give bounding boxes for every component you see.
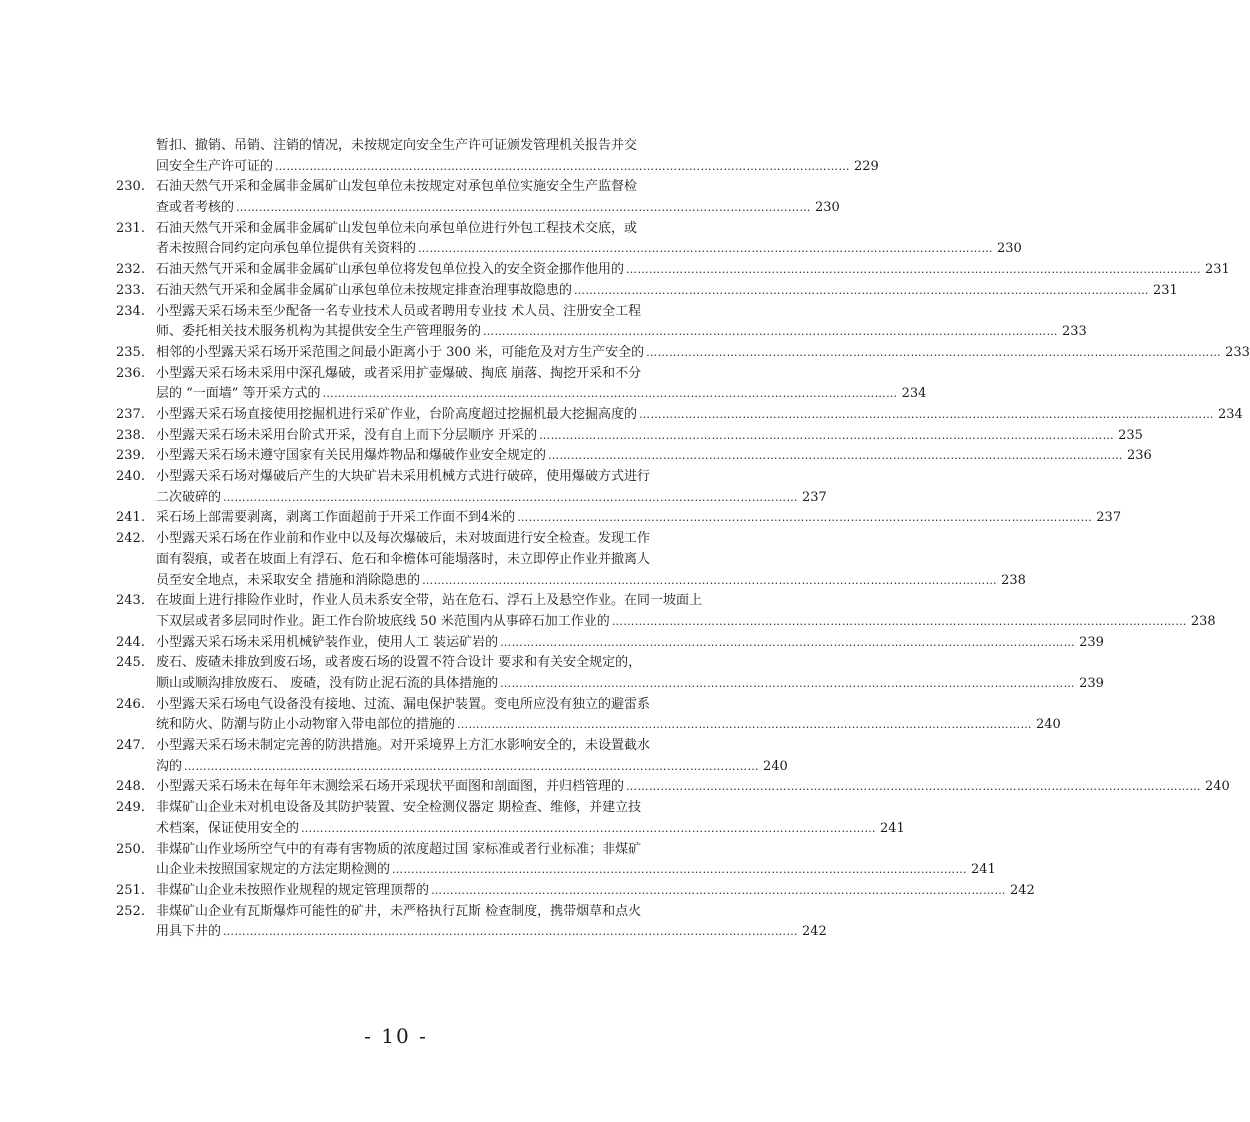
toc-entry-line-text: 术档案，保证使用安全的 <box>156 820 300 836</box>
toc-entry-text <box>156 426 1143 447</box>
toc-entry <box>116 219 1022 260</box>
table-of-contents <box>116 136 1250 943</box>
dot-leader: …………………………………………………………………………………………………………………………………… <box>275 159 851 173</box>
toc-entry-line-text: 小型露天采石场对爆破后产生的大块矿岩未采用机械方式进行破碎，使用爆破方式进行 <box>156 469 651 485</box>
toc-entry-number: 241. <box>116 510 145 526</box>
toc-entry-text <box>156 136 879 177</box>
toc-entry-line <box>156 219 690 240</box>
toc-entry-page: 229 <box>854 158 879 174</box>
toc-entry-line <box>156 819 905 840</box>
toc-entry-line <box>156 695 690 716</box>
toc-entry-line-text: 小型露天采石场未遵守国家有关民用爆炸物品和爆破作业安全规定的 <box>156 448 547 464</box>
toc-entry-line-text: 下双层或者多层同时作业。距工作台阶坡底线 50 米范围内从事碎石加工作业的 <box>156 613 610 629</box>
toc-entry <box>116 281 1178 302</box>
dot-leader: …………………………………………………………………………………………………………………………………… <box>301 821 877 835</box>
toc-entry-line-text: 暂扣、撤销、吊销、注销的情况，未按规定向安全生产许可证颁发管理机关报告并交 <box>156 138 638 153</box>
toc-entry-text <box>156 302 1087 343</box>
toc-entry-line-text: 面有裂痕，或者在坡面上有浮石、危石和伞檐体可能塌落时，未立即停止作业并撤离人 <box>156 551 651 567</box>
dot-leader: …………………………………………………………………………………………………………………………………… <box>646 345 1222 359</box>
toc-entry-line-text: 小型露天采石场在作业前和作业中以及每次爆破后，未对坡面进行安全检查。发现工作 <box>156 531 651 547</box>
toc-entry-number: 240. <box>116 469 145 485</box>
toc-entry-text <box>156 281 1178 302</box>
toc-entry-page: 233 <box>1225 344 1250 360</box>
toc-entry-number: 247. <box>116 738 145 754</box>
toc-entry-line-text: 石油天然气开采和金属非金属矿山发包单位未按规定对承包单位实施安全生产监督检 <box>156 179 638 195</box>
page-number: - 10 - <box>364 1024 428 1048</box>
toc-entry-line <box>156 922 827 943</box>
toc-entry-text <box>156 364 927 405</box>
toc-entry-line-text: 采石场上部需要剥离，剥离工作面超前于开采工作面不到4米的 <box>156 510 516 526</box>
toc-entry-line-text: 非煤矿山企业有瓦斯爆炸可能性的矿井，未严格执行瓦斯 检查制度，携带烟草和点火 <box>156 903 642 919</box>
toc-entry-line <box>156 529 690 550</box>
toc-entry-number: 243. <box>116 593 145 609</box>
toc-entry-line <box>156 902 690 923</box>
toc-entry-number: 251. <box>116 882 145 898</box>
toc-entry-number: 230. <box>116 179 145 195</box>
toc-entry-line-text: 小型露天采石场未在每年年末测绘采石场开采现状平面图和剖面图，并归档管理的 <box>156 779 625 795</box>
toc-entry-line-text: 员至安全地点，未采取安全 措施和消除隐患的 <box>156 572 421 588</box>
toc-entry-line <box>156 736 690 757</box>
toc-entry-line <box>156 260 1230 281</box>
toc-entry-line <box>156 177 690 198</box>
toc-entry-line <box>156 653 690 674</box>
toc-entry-page: 230 <box>997 241 1022 257</box>
toc-entry-line <box>156 840 690 861</box>
toc-entry-page: 239 <box>1079 634 1104 650</box>
dot-leader: …………………………………………………………………………………………………………………………………… <box>392 863 968 877</box>
dot-leader: …………………………………………………………………………………………………………………………………… <box>422 573 998 587</box>
toc-entry-line <box>156 488 827 509</box>
toc-entry <box>116 777 1230 798</box>
toc-entry-line-text: 者未按照合同约定向承包单位提供有关资料的 <box>156 241 417 257</box>
toc-entry-line-text: 查或者考核的 <box>156 200 235 216</box>
toc-entry-line-text: 石油天然气开采和金属非金属矿山承包单位将发包单位投入的安全资金挪作他用的 <box>156 262 625 278</box>
toc-entry <box>116 260 1230 281</box>
toc-entry-line <box>156 757 788 778</box>
toc-entry-line <box>156 239 1022 260</box>
toc-entry-line-text: 小型露天采石场未采用中深孔爆破，或者采用扩壶爆破、掏底 崩落、掏挖开采和不分 <box>156 365 642 381</box>
toc-entry-number <box>116 136 156 177</box>
toc-entry <box>116 508 1122 529</box>
toc-entry-line-text: 沟的 <box>156 758 183 774</box>
toc-entry-line <box>156 343 1250 364</box>
dot-leader: …………………………………………………………………………………………………………………………………… <box>500 635 1076 649</box>
toc-entry-line-text: 用具下井的 <box>156 924 222 940</box>
dot-leader: …………………………………………………………………………………………………………………………………… <box>626 263 1202 277</box>
toc-entry-line <box>156 881 1035 902</box>
toc-entry-line <box>156 467 690 488</box>
toc-entry-line-text: 小型露天采石场未采用台阶式开采，没有自上而下分层顺序 开采的 <box>156 427 538 443</box>
dot-leader: …………………………………………………………………………………………………………………………………… <box>483 325 1059 339</box>
toc-entry-line-text: 小型露天采石场未采用机械铲装作业，使用人工 装运矿岩的 <box>156 634 499 650</box>
toc-entry-line <box>156 384 927 405</box>
toc-entry-line-text: 非煤矿山企业未按照作业规程的规定管理顶帮的 <box>156 882 430 898</box>
toc-entry <box>116 902 827 943</box>
toc-entry-page: 240 <box>1036 717 1061 733</box>
toc-entry-text <box>156 881 1035 902</box>
toc-entry-text <box>156 405 1243 426</box>
toc-entry-text <box>156 653 1104 694</box>
toc-entry-page: 237 <box>1096 510 1122 526</box>
dot-leader: …………………………………………………………………………………………………………………………………… <box>431 883 1007 897</box>
toc-entry-line <box>156 612 1216 633</box>
toc-entry-page: 242 <box>802 924 827 940</box>
toc-entry <box>116 798 905 839</box>
toc-entry-number: 232. <box>116 262 145 278</box>
toc-entry-number: 235. <box>116 344 145 360</box>
toc-entry-number: 238. <box>116 427 145 443</box>
dot-leader: …………………………………………………………………………………………………………………………………… <box>539 428 1115 442</box>
toc-entry-line <box>156 322 1087 343</box>
toc-entry <box>116 633 1104 654</box>
toc-entry-page: 234 <box>1218 406 1243 422</box>
toc-entry <box>116 467 827 508</box>
toc-entry-page: 237 <box>802 489 827 505</box>
toc-entry-page: 241 <box>971 862 996 878</box>
dot-leader: …………………………………………………………………………………………………………………………………… <box>184 759 760 773</box>
toc-entry-line <box>156 446 1152 467</box>
toc-entry-page: 233 <box>1062 324 1087 340</box>
toc-entry-page: 239 <box>1079 676 1104 691</box>
toc-entry-line-text: 废石、废碴未排放到废石场，或者废石场的设置不符合设计 要求和有关安全规定的， <box>156 655 642 671</box>
toc-entry-line-text: 小型露天采石场电气设备没有接地、过流、漏电保护装置。变电所应没有独立的避雷系 <box>156 696 651 712</box>
toc-entry-text <box>156 529 1026 591</box>
toc-entry-text <box>156 219 1022 260</box>
toc-entry-line <box>156 198 840 219</box>
toc-entry-text <box>156 591 1216 632</box>
toc-entry <box>116 840 996 881</box>
toc-entry-page: 230 <box>815 200 840 216</box>
dot-leader: …………………………………………………………………………………………………………………………………… <box>639 407 1215 421</box>
toc-entry-page: 242 <box>1010 882 1035 898</box>
toc-entry-page: 234 <box>901 386 927 402</box>
toc-entry <box>116 302 1087 343</box>
toc-entry-text <box>156 446 1152 467</box>
toc-entry <box>116 736 788 777</box>
toc-entry-line-text: 统和防火、防潮与防止小动物窜入带电部位的措施的 <box>156 717 456 733</box>
toc-entry-line-text: 二次破碎的 <box>156 489 222 505</box>
toc-entry-text <box>156 840 996 881</box>
toc-entry <box>116 529 1026 591</box>
toc-entry-line-text: 小型露天采石场直接使用挖掘机进行采矿作业，台阶高度超过挖掘机最大挖掘高度的 <box>156 406 638 422</box>
toc-entry <box>116 405 1243 426</box>
toc-entry-line <box>156 302 690 323</box>
dot-leader: …………………………………………………………………………………………………………………………………… <box>223 925 799 939</box>
toc-entry-line-text: 石油天然气开采和金属非金属矿山发包单位未向承包单位进行外包工程技术交底，或 <box>156 220 638 236</box>
toc-entry-line-text: 回安全生产许可证的 <box>156 158 274 174</box>
toc-entry-number: 248. <box>116 779 145 795</box>
dot-leader: …………………………………………………………………………………………………………………………………… <box>418 242 994 256</box>
toc-entry-text <box>156 177 840 218</box>
toc-entry-number: 233. <box>116 282 145 298</box>
toc-entry-number: 234. <box>116 303 145 319</box>
toc-entry-line <box>156 715 1061 736</box>
toc-entry-line <box>156 136 690 157</box>
toc-entry-text <box>156 467 827 508</box>
toc-entry-page: 240 <box>1205 779 1230 795</box>
dot-leader: …………………………………………………………………………………………………………………………………… <box>517 511 1093 525</box>
toc-entry-line <box>156 281 1178 302</box>
toc-entry-line-text: 师、委托相关技术服务机构为其提供安全生产管理服务的 <box>156 324 482 340</box>
toc-entry-number: 242. <box>116 531 145 547</box>
toc-entry-line <box>156 364 690 385</box>
toc-entry-text <box>156 777 1230 798</box>
toc-entry-line <box>156 571 1026 592</box>
toc-entry-line <box>156 798 690 819</box>
toc-entry-number: 237. <box>116 406 145 422</box>
dot-leader: …………………………………………………………………………………………………………………………………… <box>574 283 1150 297</box>
toc-entry-line-text: 相邻的小型露天采石场开采范围之间最小距离小于 300 米，可能危及对方生产安全的 <box>156 344 645 360</box>
toc-entry-page: 235 <box>1118 427 1143 443</box>
toc-entry <box>116 426 1143 447</box>
dot-leader: …………………………………………………………………………………………………………………………………… <box>457 718 1033 732</box>
toc-entry-line-text: 小型露天采石场未制定完善的防洪措施。对开采境界上方汇水影响安全的，未设置截水 <box>156 738 651 754</box>
dot-leader: …………………………………………………………………………………………………………………………………… <box>236 201 812 215</box>
toc-entry-line <box>156 591 703 612</box>
toc-entry-number: 246. <box>116 696 145 712</box>
toc-entry-number: 245. <box>116 655 145 671</box>
toc-entry <box>116 136 879 177</box>
toc-entry-line-text: 小型露天采石场未至少配备一名专业技术人员或者聘用专业技 术人员、注册安全工程 <box>156 303 642 319</box>
toc-entry-number: 252. <box>116 903 145 919</box>
toc-entry-number: 231. <box>116 220 145 236</box>
toc-entry-page: 238 <box>1190 613 1216 629</box>
toc-entry-line-text: 在坡面上进行排险作业时，作业人员未系安全带，站在危石、浮石上及悬空作业。在同一坡面上 <box>156 593 703 609</box>
toc-entry <box>116 591 1216 632</box>
toc-entry-line <box>156 157 879 178</box>
toc-entry-line-text: 石油天然气开采和金属非金属矿山承包单位未按规定排查治理事故隐患的 <box>156 282 573 298</box>
dot-leader: …………………………………………………………………………………………………………………………………… <box>322 387 898 401</box>
toc-entry-line <box>156 674 1104 695</box>
toc-entry-text <box>156 798 905 839</box>
toc-entry-page: 231 <box>1153 282 1178 298</box>
toc-entry-text <box>156 695 1061 736</box>
toc-entry-text <box>156 508 1122 529</box>
toc-entry <box>116 343 1250 364</box>
toc-entry-line <box>156 860 996 881</box>
toc-entry-page: 231 <box>1205 262 1230 278</box>
toc-entry-number: 239. <box>116 448 145 464</box>
toc-entry-text <box>156 343 1250 364</box>
toc-entry-number: 244. <box>116 634 145 650</box>
toc-entry <box>116 446 1152 467</box>
toc-entry <box>116 364 927 405</box>
dot-leader: …………………………………………………………………………………………………………………………………… <box>500 677 1076 690</box>
toc-entry-line <box>156 405 1243 426</box>
toc-entry-line <box>156 633 1104 654</box>
toc-entry-line-text: 层的 “一面墙” 等开采方式的 <box>156 386 321 402</box>
toc-entry-text <box>156 736 788 777</box>
toc-entry <box>116 695 1061 736</box>
toc-entry-line <box>156 550 690 571</box>
toc-entry <box>116 881 1035 902</box>
dot-leader: …………………………………………………………………………………………………………………………………… <box>548 449 1124 463</box>
dot-leader: …………………………………………………………………………………………………………………………………… <box>626 780 1202 794</box>
toc-entry-line-text: 顺山或顺沟排放废石、 废碴，没有防止泥石流的具体措施的 <box>156 676 499 691</box>
toc-entry-line-text: 非煤矿山企业未对机电设备及其防护装置、安全检测仪器定 期检查、维修，并建立技 <box>156 800 642 816</box>
toc-entry-text <box>156 260 1230 281</box>
toc-entry-text <box>156 633 1104 654</box>
toc-entry-line-text: 山企业未按照国家规定的方法定期检测的 <box>156 862 391 878</box>
dot-leader: …………………………………………………………………………………………………………………………………… <box>611 614 1187 628</box>
toc-entry <box>116 177 840 218</box>
toc-entry-line <box>156 777 1230 798</box>
toc-entry-text <box>156 902 827 943</box>
toc-entry-number: 250. <box>116 841 145 857</box>
toc-entry-number: 236. <box>116 365 145 381</box>
toc-entry-page: 238 <box>1001 572 1026 588</box>
toc-entry-page: 240 <box>763 758 788 774</box>
toc-entry-line <box>156 508 1122 529</box>
toc-entry <box>116 653 1104 694</box>
toc-entry-line-text: 非煤矿山作业场所空气中的有毒有害物质的浓度超过国 家标准或者行业标准；非煤矿 <box>156 841 642 857</box>
toc-entry-number: 249. <box>116 800 145 816</box>
toc-entry-line <box>156 426 1143 447</box>
toc-entry-page: 241 <box>880 820 905 836</box>
dot-leader: …………………………………………………………………………………………………………………………………… <box>223 490 799 504</box>
toc-entry-page: 236 <box>1127 448 1152 464</box>
